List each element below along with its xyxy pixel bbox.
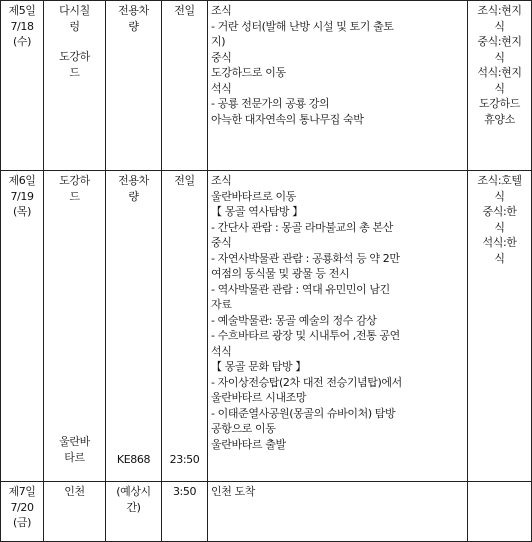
schedule-line: 자료 <box>211 298 232 311</box>
place-text: 타르 <box>64 450 85 464</box>
schedule-line: 울란바타르로 이동 <box>211 189 296 203</box>
place-cell <box>44 1 106 171</box>
place-cell <box>44 171 106 482</box>
day-cell <box>1 171 44 482</box>
flight-number: KE868 <box>116 453 151 466</box>
day-cell <box>1 482 44 542</box>
schedule-line: - 역사박물관 관람 : 역대 유민민이 남긴 <box>211 282 390 296</box>
meal-text: 식 <box>494 50 505 64</box>
schedule-line: 아늑한 대자연속의 통나무집 숙박 <box>211 112 364 126</box>
meal-cell <box>468 171 532 482</box>
schedule-line: - 예술박물관: 몽골 예술의 정수 감상 <box>211 313 377 327</box>
meal-text: 석식:현지 <box>477 66 522 79</box>
meal-text: 휴양소 <box>484 112 515 126</box>
meal-cell <box>468 482 532 542</box>
day-label: 제7일 <box>8 485 36 498</box>
schedule-line: 울란바타르 시내조망 <box>211 391 307 404</box>
place-text: 다시칠 <box>59 4 90 17</box>
schedule-line: 중식 <box>211 50 232 64</box>
day-weekday: (금) <box>12 516 31 529</box>
meal-text: 식 <box>494 19 505 33</box>
meal-text: 식 <box>494 251 505 265</box>
schedule-line: - 공룡 전문가의 공룡 강의 <box>211 97 330 110</box>
meal-text: 식 <box>494 220 505 234</box>
schedule-line: 조식 <box>211 174 232 187</box>
place-text: 도강하 <box>59 174 90 187</box>
meal-cell <box>468 1 532 171</box>
schedule-line: 석식 <box>211 344 232 358</box>
time-cell <box>162 1 208 171</box>
time-text: 3:50 <box>172 485 197 498</box>
meal-text: 도강하드 <box>479 97 520 110</box>
day-label: 제5일 <box>8 4 36 17</box>
day-date: 7/19 <box>10 189 34 203</box>
schedule-line: - 자이상전승탑(2차 대전 전승기념탑)에서 <box>211 375 402 389</box>
schedule-line: - 간단사 관람 : 몽골 라마불교의 총 본산 <box>211 220 393 234</box>
meal-text: 중식:한 <box>482 205 517 218</box>
schedule-line: - 거란 성터(발해 난방 시설 및 토기 출토 <box>211 19 394 33</box>
place-text: 렁 <box>69 19 80 33</box>
schedule-cell <box>208 1 468 171</box>
meal-text: 식 <box>494 189 505 203</box>
schedule-line: 조식 <box>211 4 232 17</box>
schedule-line: 인천 도착 <box>211 485 256 498</box>
schedule-line: 지) <box>211 35 226 48</box>
table-row <box>1 171 532 482</box>
schedule-cell <box>208 482 468 542</box>
place-text: 인천 <box>64 485 85 498</box>
meal-text: 조식:현지 <box>477 4 522 17</box>
schedule-cell <box>208 171 468 482</box>
day-cell <box>1 1 44 171</box>
day-weekday: (수) <box>12 35 31 48</box>
transport-cell <box>106 1 162 171</box>
transport-text: 전용차 <box>118 174 149 187</box>
schedule-line: 여점의 동식물 및 광물 등 전시 <box>211 267 350 280</box>
departure-time: 23:50 <box>169 453 200 466</box>
schedule-line: 【 몽골 문화 탐방 】 <box>211 360 306 373</box>
schedule-line: - 수흐바타르 광장 및 시내투어 ,전통 공연 <box>211 329 400 342</box>
time-cell <box>162 171 208 482</box>
schedule-line: 석식 <box>211 81 232 95</box>
table-row <box>1 482 532 542</box>
place-text: 드 <box>69 189 80 203</box>
transport-text: 전용차 <box>118 4 149 17</box>
place-text: 드 <box>69 65 80 79</box>
day-label: 제6일 <box>8 174 36 187</box>
meal-text: 중식:현지 <box>477 35 522 48</box>
time-cell <box>162 482 208 542</box>
time-text: 전일 <box>174 174 195 187</box>
transport-text: 량 <box>128 189 139 203</box>
transport-text: 간) <box>126 500 141 514</box>
transport-text: (예상시 <box>116 485 151 498</box>
time-text: 전일 <box>174 4 195 17</box>
transport-text: 량 <box>128 19 139 33</box>
meal-text: 조식:호텔 <box>477 174 522 187</box>
place-text: 울란바 <box>59 435 90 448</box>
schedule-line: 중식 <box>211 236 232 249</box>
schedule-line: 공항으로 이동 <box>211 422 276 435</box>
transport-cell <box>106 482 162 542</box>
schedule-line: 도강하드로 이동 <box>211 66 286 79</box>
day-weekday: (목) <box>12 205 31 218</box>
day-date: 7/18 <box>10 19 34 33</box>
place-text: 도강하 <box>59 50 90 63</box>
schedule-line: 울란바타르 출발 <box>211 437 286 451</box>
schedule-line: - 자연사박물관 관람 : 공룡화석 등 약 2만 <box>211 251 400 265</box>
place-cell <box>44 482 106 542</box>
transport-cell <box>106 171 162 482</box>
meal-text: 석식:한 <box>482 236 517 249</box>
day-date: 7/20 <box>10 500 34 514</box>
schedule-line: - 이태준열사공원(몽골의 슈바이처) 탐방 <box>211 406 396 420</box>
meal-text: 식 <box>494 81 505 95</box>
table-row <box>1 1 532 171</box>
schedule-line: 【 몽골 역사탐방 】 <box>211 205 303 218</box>
